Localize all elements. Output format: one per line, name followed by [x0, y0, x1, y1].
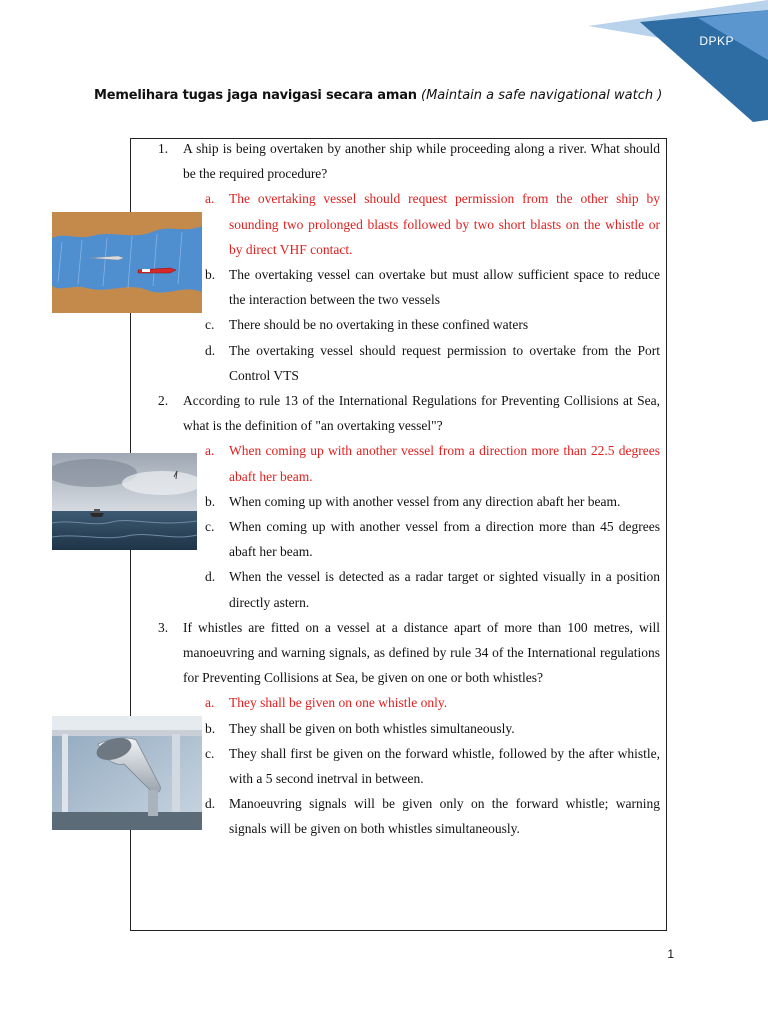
option-a-correct: [205, 438, 660, 488]
option-c: [205, 514, 660, 564]
option-a-correct: [205, 186, 660, 262]
option-c: [205, 741, 660, 791]
option-letter: d.: [205, 569, 216, 585]
question-1: [158, 136, 660, 388]
option-b: [205, 262, 660, 312]
option-letter: d.: [205, 796, 216, 812]
question-2: [158, 388, 660, 615]
option-text: When coming up with another vessel from a direction more than 45 degrees abaft her beam.: [229, 519, 660, 560]
option-a-correct: [205, 690, 660, 715]
document-heading: [94, 86, 684, 105]
option-d: [205, 338, 660, 388]
option-letter: b.: [205, 720, 216, 736]
option-letter: d.: [205, 342, 216, 358]
question-list: [158, 136, 660, 842]
question-text: A ship is being overtaken by another ship while proceeding along a river. What should be the required procedure?: [183, 141, 660, 182]
page-number: 1: [667, 947, 674, 961]
question-text: If whistles are fitted on a vessel at a distance apart of more than 100 metres, will manoeuvring and warning signals, as defined by rule 34 of the International regulations for Preventing Collisions at Sea, be given on one or both whistles?: [183, 619, 660, 686]
ship-whistle-image: [52, 716, 202, 830]
question-3: [158, 615, 660, 842]
option-letter: a.: [205, 695, 215, 711]
option-list: [183, 186, 660, 388]
option-text: The overtaking vessel can overtake but must allow sufficient space to reduce the interaction between the two vessels: [229, 267, 660, 308]
question-number: 3.: [158, 619, 169, 635]
option-text: They shall first be given on the forward whistle, followed by the after whistle, with a 5 second inetrval in between.: [229, 745, 660, 787]
option-text: The overtaking vessel should request permission from the other ship by sounding two prolonged blasts followed by two short blasts on the whistle or by direct VHF contact.: [229, 191, 660, 257]
option-list: [183, 690, 660, 841]
option-text: The overtaking vessel should request permission to overtake from the Port Control VTS: [229, 342, 660, 383]
option-letter: c.: [205, 745, 215, 761]
option-text: When coming up with another vessel from a direction more than 22.5 degrees abaft her beam.: [229, 443, 660, 484]
heading-title: Memelihara tugas jaga navigasi secara aman: [94, 88, 417, 103]
option-c: [205, 312, 660, 337]
option-letter: a.: [205, 191, 215, 207]
option-letter: c.: [205, 317, 215, 333]
corner-banner: [588, 0, 768, 125]
option-b: [205, 716, 660, 741]
brand-label: DPKP: [699, 34, 734, 48]
option-letter: c.: [205, 519, 215, 535]
option-text: They shall be given on both whistles simultaneously.: [229, 720, 515, 736]
option-b: [205, 489, 660, 514]
option-d: [205, 791, 660, 841]
question-number: 1.: [158, 141, 169, 156]
question-text: According to rule 13 of the International Regulations for Preventing Collisions at Sea, what is the definition of "an overtaking vessel"?: [183, 393, 660, 434]
heading-subtitle: (Maintain a safe navigational watch ): [421, 88, 663, 103]
option-letter: b.: [205, 493, 216, 509]
option-letter: b.: [205, 267, 216, 283]
option-d: [205, 564, 660, 614]
option-letter: a.: [205, 443, 215, 459]
option-text: Manoeuvring signals will be given only on the forward whistle; warning signals will be given on both whistles simultaneously.: [229, 796, 660, 837]
question-number: 2.: [158, 393, 169, 409]
sea-ship-image: [52, 453, 197, 550]
option-list: [183, 438, 660, 614]
option-text: When coming up with another vessel from any direction abaft her beam.: [229, 493, 621, 509]
river-overtaking-image: [52, 212, 202, 313]
option-text: There should be no overtaking in these confined waters: [229, 317, 529, 333]
option-text: When the vessel is detected as a radar target or sighted visually in a position directly astern.: [229, 569, 660, 610]
option-text: They shall be given on one whistle only.: [229, 695, 448, 711]
